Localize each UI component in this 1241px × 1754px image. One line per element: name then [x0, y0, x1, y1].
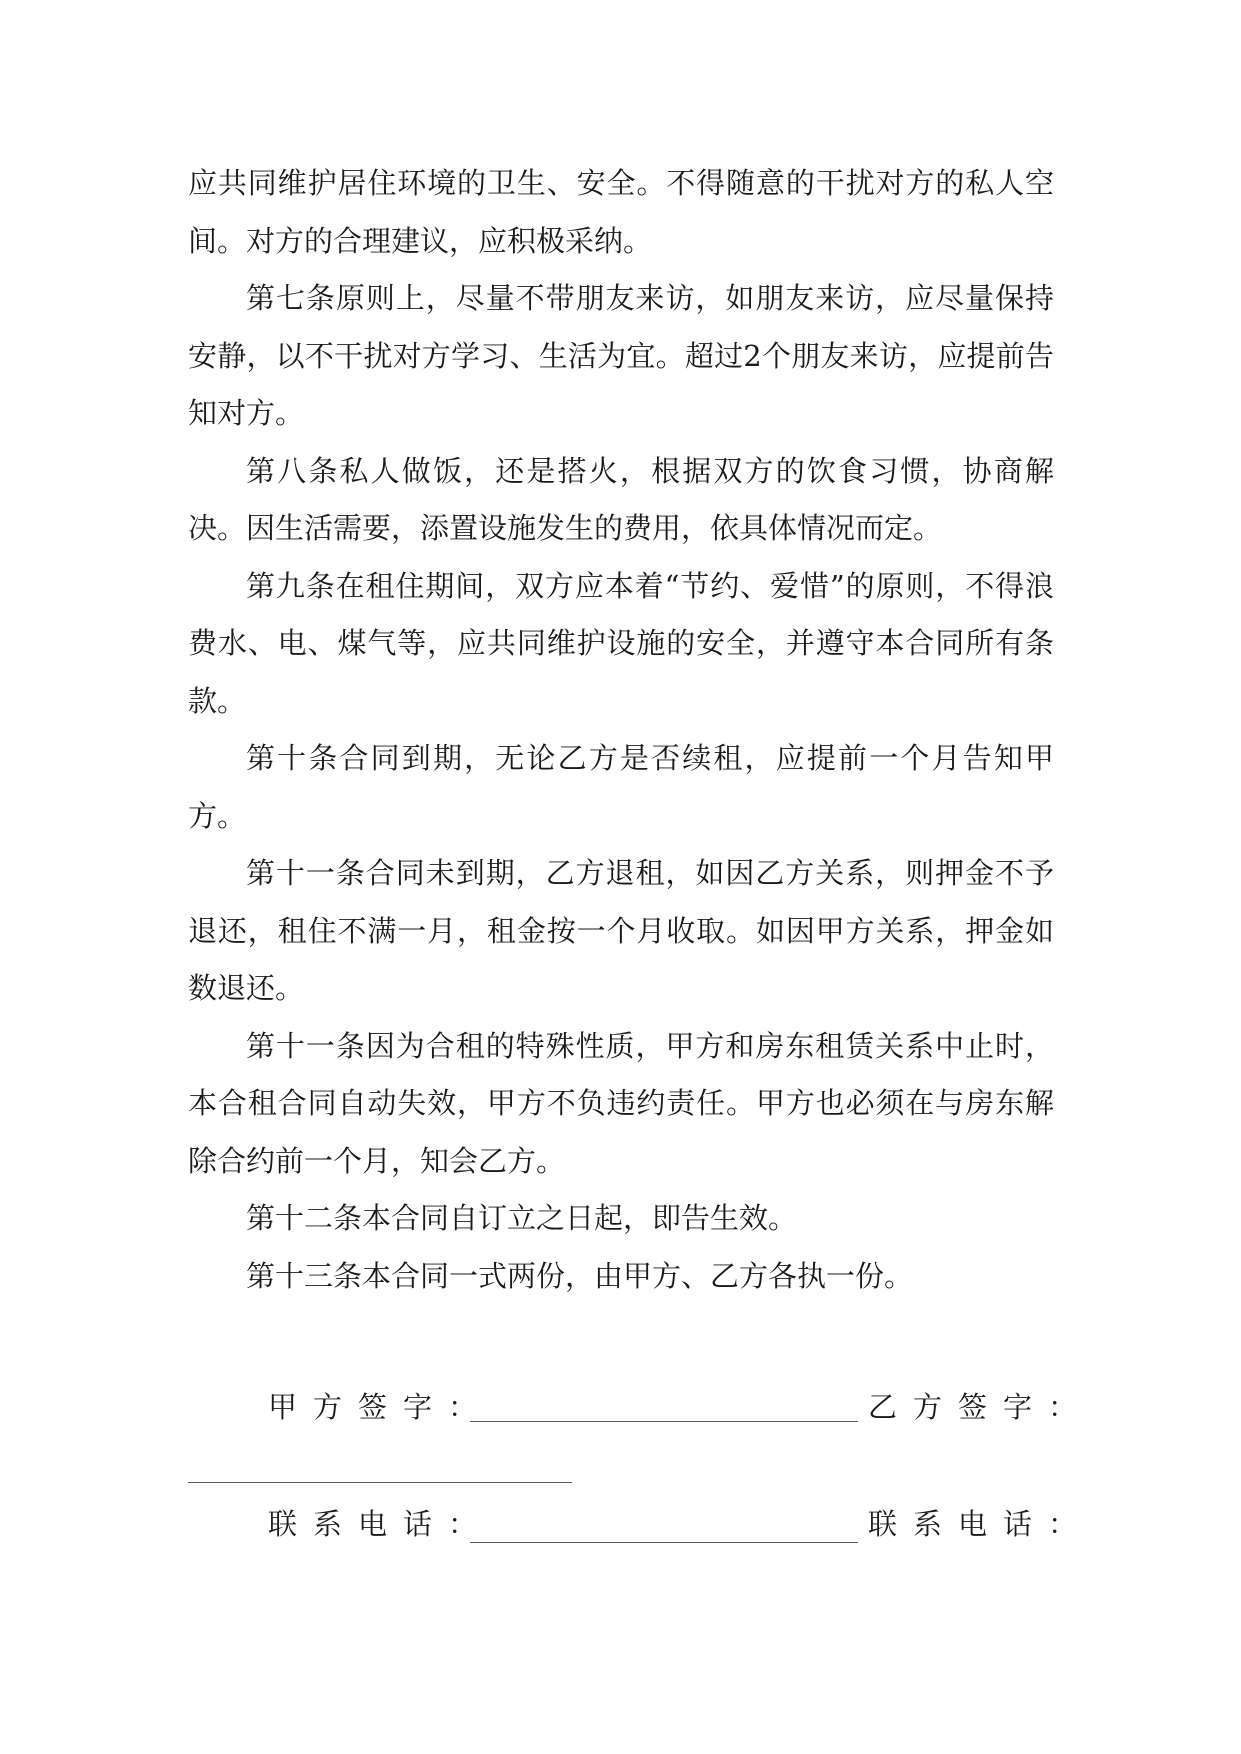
party-b-phone-label: 联系电话：	[868, 1507, 1094, 1541]
article-7: 第七条原则上，尽量不带朋友来访，如朋友来访，应尽量保持安静，以不干扰对方学习、生活为宜。超过2个朋友来访，应提前告知对方。	[188, 281, 1054, 430]
phone-row	[188, 1502, 1094, 1552]
party-a-sign-label: 甲方签字：	[268, 1390, 494, 1424]
article-12: 第十二条本合同自订立之日起，即告生效。	[246, 1201, 798, 1235]
article-8: 第八条私人做饭，还是搭火，根据双方的饮食习惯，协商解决。因生活需要，添置设施发生的费用，依具体情况而定。	[188, 453, 1054, 545]
signature-row	[188, 1385, 1094, 1435]
contract-body	[188, 155, 1054, 1305]
party-b-sign-line[interactable]	[188, 1482, 572, 1483]
party-a-phone-line[interactable]	[470, 1542, 858, 1543]
party-b-sign-label: 乙方签字：	[868, 1390, 1094, 1424]
paragraph-continuation: 应共同维护居住环境的卫生、安全。不得随意的干扰对方的私人空间。对方的合理建议，应积极采纳。	[188, 166, 1054, 258]
party-a-phone-label: 联系电话：	[268, 1507, 494, 1541]
article-9: 第九条在租住期间，双方应本着“节约、爱惜”的原则，不得浪费水、电、煤气等，应共同维护设施的安全，并遵守本合同所有条款。	[188, 568, 1054, 718]
article-13: 第十三条本合同一式两份，由甲方、乙方各执一份。	[246, 1258, 914, 1293]
article-10: 第十条合同到期，无论乙方是否续租，应提前一个月告知甲方。	[188, 741, 1054, 833]
party-a-sign-line[interactable]	[470, 1421, 858, 1422]
article-11-b: 第十一条因为合租的特殊性质，甲方和房东租赁关系中止时，本合租合同自动失效，甲方不负违约责任。甲方也必须在与房东解除合约前一个月，知会乙方。	[188, 1028, 1054, 1178]
article-11: 第十一条合同未到期，乙方退租，如因乙方关系，则押金不予退还，租住不满一月，租金按一个月收取。如因甲方关系，押金如数退还。	[188, 856, 1054, 1005]
